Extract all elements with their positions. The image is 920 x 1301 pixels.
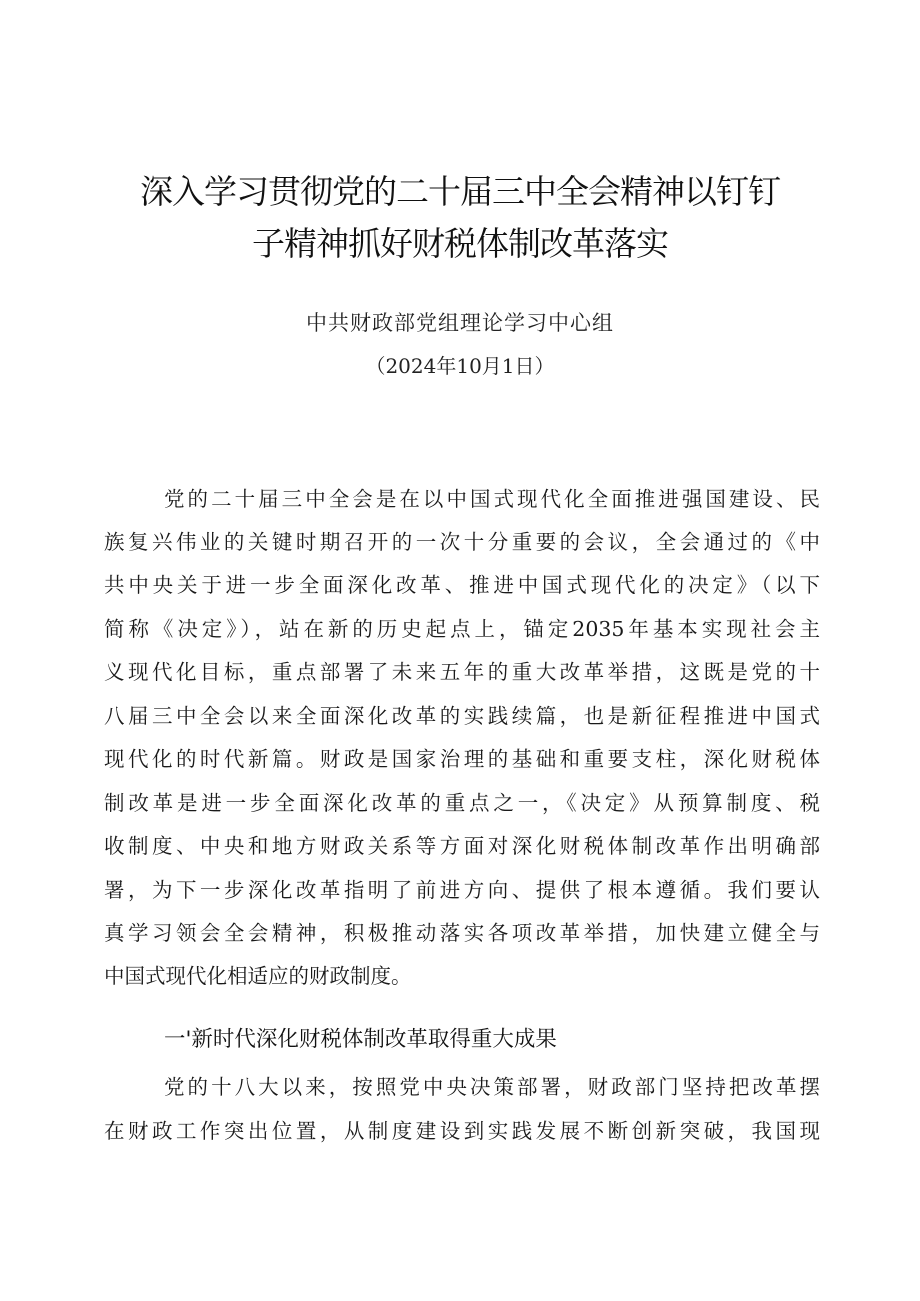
paragraph-1-line: 收制度、中央和地方财政关系等方面对深化财税体制改革作出明确部 xyxy=(104,834,820,858)
paragraph-1-line: 共中央关于进一步全面深化改革、推进中国式现代化的决定》（以下 xyxy=(104,573,820,597)
document-author: 中共财政部党组理论学习中心组 xyxy=(306,311,614,335)
paragraph-1-line: 制改革是进一步全面深化改革的重点之一，《决定》从预算制度、税 xyxy=(104,791,820,815)
paragraph-2-line: 在财政工作突出位置，从制度建设到实践发展不断创新突破，我国现 xyxy=(104,1119,820,1143)
document-title-line-2: 子精神抓好财税体制改革落实 xyxy=(252,224,668,263)
paragraph-2-line: 党的十八大以来，按照党中央决策部署，财政部门坚持把改革摆 xyxy=(164,1075,820,1099)
paragraph-1-line: 八届三中全会以来全面深化改革的实践续篇，也是新征程推进中国式 xyxy=(104,704,820,728)
paragraph-1-line: 署，为下一步深化改革指明了前进方向、提供了根本遵循。我们要认 xyxy=(104,878,820,902)
paragraph-1-line: 现代化的时代新篇。财政是国家治理的基础和重要支柱，深化财税体 xyxy=(104,747,820,771)
paragraph-1-line: 真学习领会全会精神，积极推动落实各项改革举措，加快建立健全与 xyxy=(104,921,820,945)
document-date: （2024年10月1日） xyxy=(365,354,555,378)
paragraph-1-line: 中国式现代化相适应的财政制度。 xyxy=(104,964,412,988)
paragraph-1-line: 义现代化目标，重点部署了未来五年的重大改革举措，这既是党的十 xyxy=(104,660,820,684)
paragraph-1-line: 简称《决定》），站在新的历史起点上，锚定2035年基本实现社会主 xyxy=(104,617,820,641)
section-1-heading: 一'新时代深化财税体制改革取得重大成果 xyxy=(164,1027,557,1052)
paragraph-1-line: 党的二十届三中全会是在以中国式现代化全面推进强国建设、民 xyxy=(164,487,820,511)
paragraph-1-line: 族复兴伟业的关键时期召开的一次十分重要的会议，全会通过的《中 xyxy=(104,530,820,554)
document-title-line-1: 深入学习贯彻党的二十届三中全会精神以钉钉 xyxy=(140,172,780,211)
